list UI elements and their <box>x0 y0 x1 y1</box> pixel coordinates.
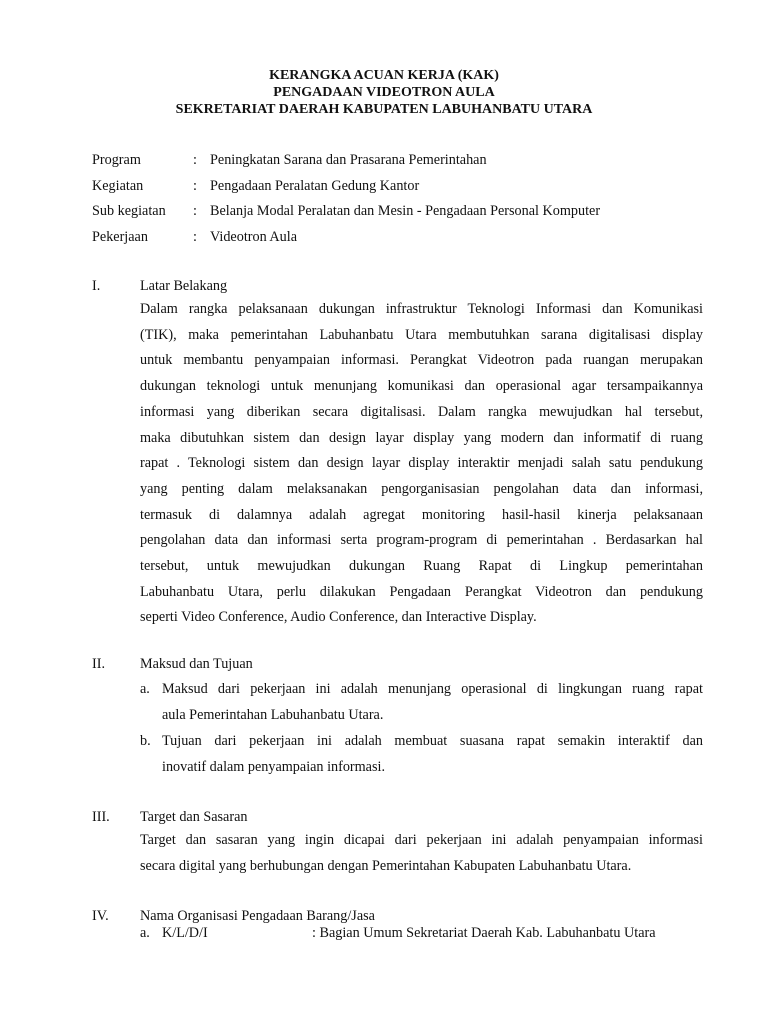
section-1-title: Latar Belakang <box>140 278 228 294</box>
meta-value: Videotron Aula <box>210 229 298 245</box>
paragraph-line: inovatif dalam penyampaian informasi. <box>162 758 385 775</box>
paragraph-line: tersebut, untuk mewujudkan dukungan Ruang Rapat di Lingkup pemerintahan <box>140 558 703 575</box>
meta-value: Pengadaan Peralatan Gedung Kantor <box>210 178 420 194</box>
paragraph-line: secara digital yang berhubungan dengan Pemerintahan Kabupaten Labuhanbatu Utara. <box>140 857 632 874</box>
paragraph-line: termasuk di dalamnya adalah agregat monitoring hasil-hasil kinerja pelaksanaan <box>140 506 703 523</box>
document-title-line-2: PENGADAAN VIDEOTRON AULA <box>273 85 495 100</box>
list-item-text <box>162 677 703 728</box>
document-title-line-1: KERANGKA ACUAN KERJA (KAK) <box>269 68 499 83</box>
paragraph-line: Target dan sasaran yang ingin dicapai dari pekerjaan ini adalah penyampaian informasi <box>140 832 703 848</box>
paragraph-line: Tujuan dari pekerjaan ini adalah membuat suasana rapat semakin interaktif dan <box>162 733 703 749</box>
meta-label: Pekerjaan <box>92 229 148 245</box>
meta-label: Kegiatan <box>92 178 144 194</box>
paragraph-line: dukungan teknologi untuk menunjang komunikasi dan operasional agar tersampaikannya <box>140 378 703 395</box>
kld-label: K/L/D/I <box>162 925 208 941</box>
paragraph-line: maka dibutuhkan sistem dan design layar display yang modern dan informatif di ruang <box>140 429 703 446</box>
meta-colon: : <box>193 203 197 219</box>
paragraph-line: seperti Video Conference, Audio Conference, dan Interactive Display. <box>140 609 537 626</box>
kld-value: : Bagian Umum Sekretariat Daerah Kab. Labuhanbatu Utara <box>312 925 656 941</box>
paragraph-line: untuk membantu penyampaian informasi. Perangkat Videotron pada ruangan merupakan <box>140 352 703 369</box>
paragraph-line: Labuhanbatu Utara, perlu dilakukan Pengadaan Perangkat Videotron dan pendukung <box>140 583 703 600</box>
list-marker: b. <box>140 733 151 749</box>
paragraph-line: yang penting dalam melaksanakan pengorganisasian pengolahan data dan informasi, <box>140 480 703 497</box>
meta-label: Program <box>92 152 141 168</box>
section-1-number: I. <box>92 278 101 294</box>
paragraph-line: informasi yang diberikan secara digitalisasi. Dalam rangka mewujudkan hal tersebut, <box>140 403 703 420</box>
paragraph-line: Maksud dari pekerjaan ini adalah menunjang operasional di lingkungan ruang rapat <box>162 681 703 697</box>
list-marker: a. <box>140 925 150 941</box>
meta-colon: : <box>193 152 197 168</box>
section-1-paragraph <box>140 297 703 631</box>
document-title-line-3: SEKRETARIAT DAERAH KABUPATEN LABUHANBATU UTARA <box>175 102 593 117</box>
section-4-number: IV. <box>92 908 109 924</box>
section-3-title: Target dan Sasaran <box>140 809 248 825</box>
paragraph-line: pengolahan data dan informasi serta program-program di pemerintahan . Berdasarkan hal <box>140 532 703 549</box>
meta-colon: : <box>193 229 197 245</box>
section-3-paragraph <box>140 828 703 879</box>
list-item-text <box>162 729 703 780</box>
section-4-title: Nama Organisasi Pengadaan Barang/Jasa <box>140 908 375 924</box>
paragraph-line: rapat . Teknologi sistem dan design layar display interaktir menjadi salah satu pendukung <box>140 455 703 472</box>
paragraph-line: Dalam rangka pelaksanaan dukungan infrastruktur Teknologi Informasi dan Komunikasi <box>140 301 703 317</box>
meta-value: Peningkatan Sarana dan Prasarana Pemerintahan <box>210 152 487 168</box>
section-2-number: II. <box>92 656 105 672</box>
list-marker: a. <box>140 681 150 697</box>
paragraph-line: aula Pemerintahan Labuhanbatu Utara. <box>162 706 384 723</box>
section-2-title: Maksud dan Tujuan <box>140 656 253 672</box>
paragraph-line: (TIK), maka pemerintahan Labuhanbatu Utara membutuhkan sarana digitalisasi display <box>140 326 703 343</box>
meta-colon: : <box>193 178 197 194</box>
meta-label: Sub kegiatan <box>92 203 166 219</box>
section-3-number: III. <box>92 809 110 825</box>
meta-value: Belanja Modal Peralatan dan Mesin - Pengadaan Personal Komputer <box>210 203 601 219</box>
